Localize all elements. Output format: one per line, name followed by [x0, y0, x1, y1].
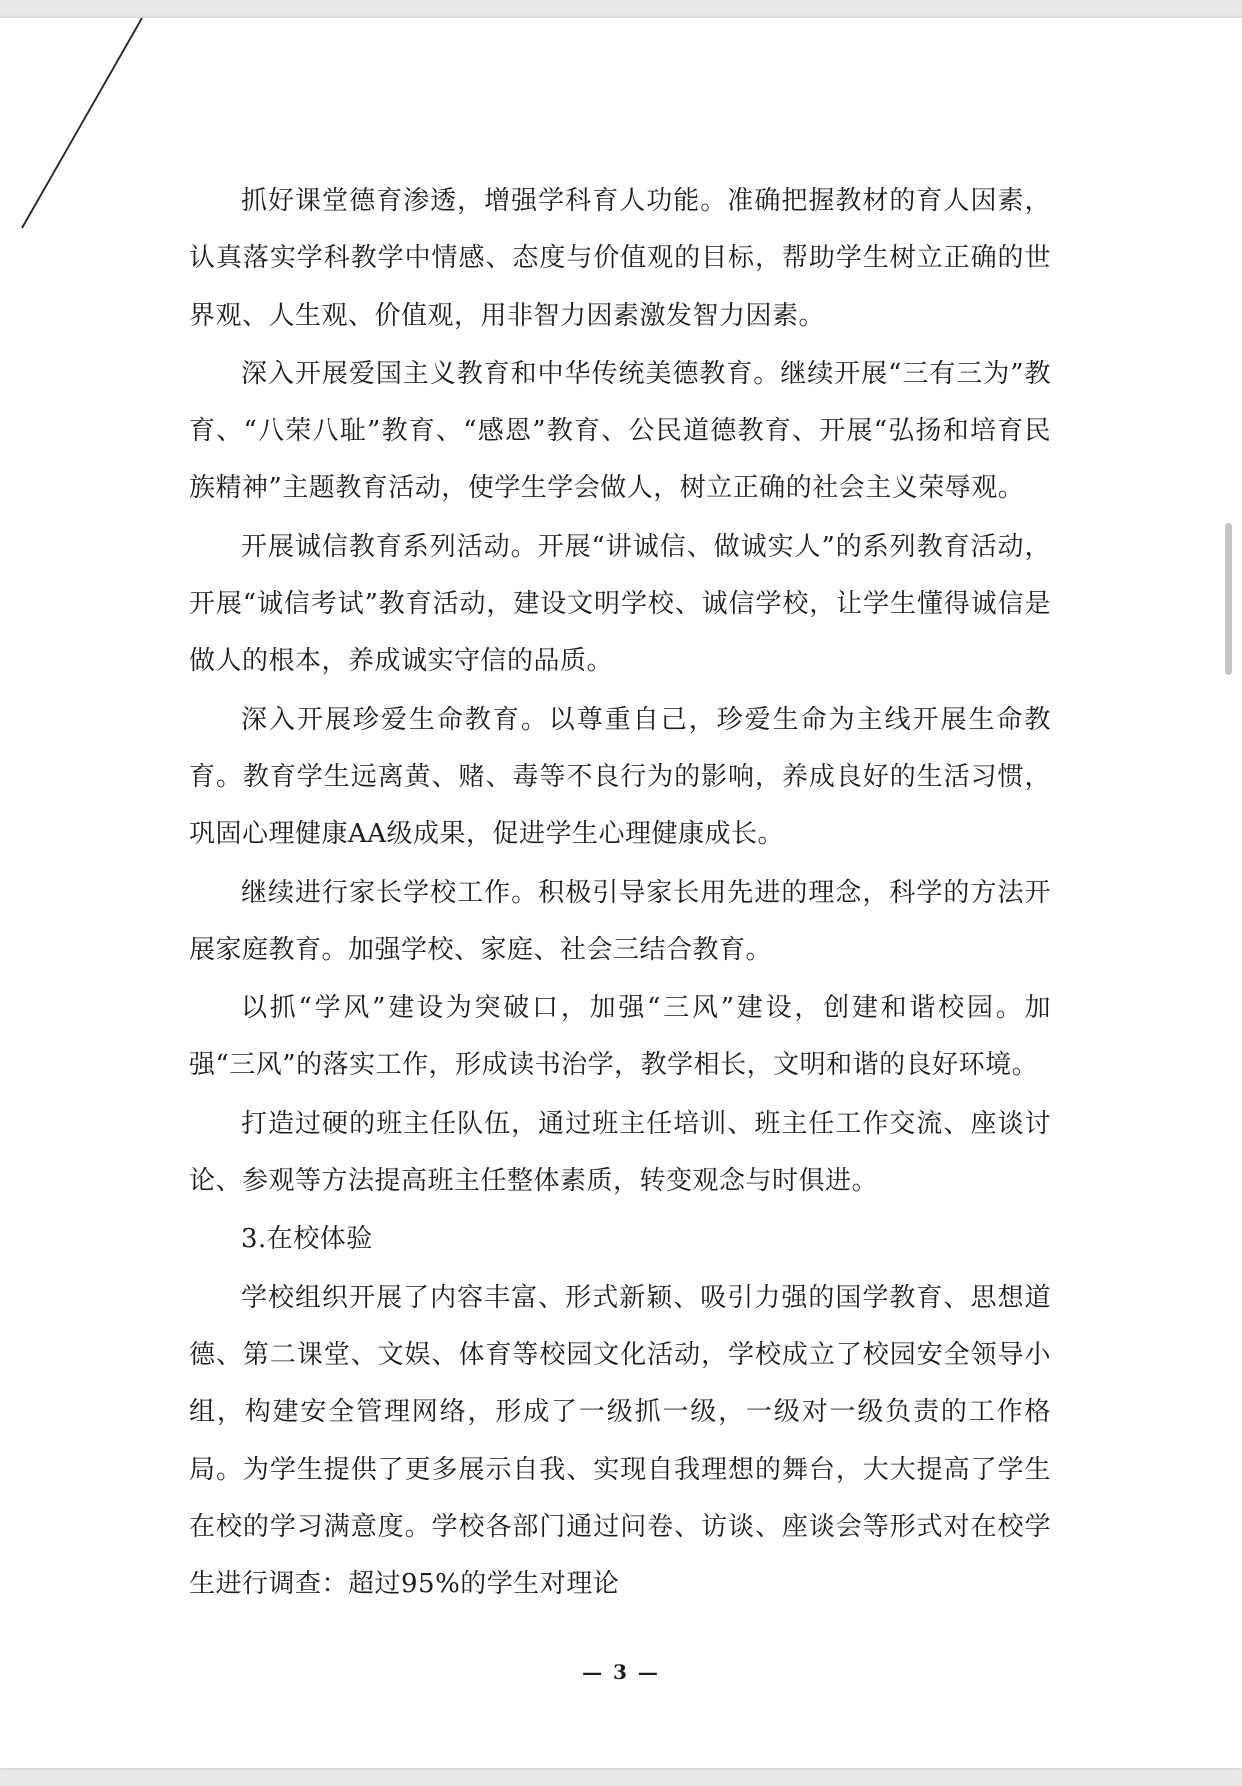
section-heading-campus-experience: 3.在校体验: [241, 1224, 373, 1255]
document-page: [0, 18, 1242, 1768]
paragraph-parent-school: 继续进行家长学校工作。积极引导家长用先进的理念，科学的方法开展家庭教育。加强学校、家庭、社会三结合教育。: [189, 877, 1051, 965]
page-number: — 3 —: [582, 1660, 660, 1684]
paragraph-patriotism-education: 深入开展爱国主义教育和中华传统美德教育。继续开展“三有三为”教育、“八荣八耻”教育、“感恩”教育、公民道德教育、开展“弘扬和培育民族精神”主题教育活动，使学生学会做人，树立正确的社会主义荣辱观。: [189, 358, 1051, 504]
paragraph-moral-education-in-class: 抓好课堂德育渗透，增强学科育人功能。准确把握教材的育人因素，认真落实学科教学中情感、态度与价值观的目标，帮助学生树立正确的世界观、人生观、价值观，用非智力因素激发智力因素。: [189, 186, 1051, 331]
paragraph-study-style: 以抓“学风”建设为突破口，加强“三风”建设，创建和谐校园。加强“三风”的落实工作，形成读书治学，教学相长，文明和谐的良好环境。: [189, 993, 1051, 1081]
document-body: [189, 173, 1051, 1614]
paragraph-integrity-education: 开展诚信教育系列活动。开展“讲诚信、做诚实人”的系列教育活动，开展“诚信考试”教育活动，建设文明学校、诚信学校，让学生懂得诚信是做人的根本，养成诚实守信的品质。: [189, 531, 1051, 677]
paragraph-class-teacher-team: 打造过硬的班主任队伍，通过班主任培训、班主任工作交流、座谈讨论、参观等方法提高班主任整体素质，转变观念与时俱进。: [189, 1108, 1051, 1197]
paragraph-life-education: 深入开展珍爱生命教育。以尊重自己，珍爱生命为主线开展生命教育。教育学生远离黄、赌、毒等不良行为的影响，养成良好的生活习惯，巩固心理健康AA级成果，促进学生心理健康成长。: [189, 704, 1051, 850]
paragraph-campus-activities: 学校组织开展了内容丰富、形式新颖、吸引力强的国学教育、思想道德、第二课堂、文娱、体育等校园文化活动，学校成立了校园安全领导小组，构建安全管理网络，形成了一级抓一级，一级对一级负责的工作格局。为学生提供了更多展示自我、实现自我理想的舞台，大大提高了学生在校的学习满意度。学校各部门通过问卷、访谈、座谈会等形式对在校学生进行调查：超过95%的学生对理论: [189, 1282, 1051, 1600]
pen-mark: [0, 18, 200, 278]
scrollbar-thumb[interactable]: [1225, 523, 1232, 675]
